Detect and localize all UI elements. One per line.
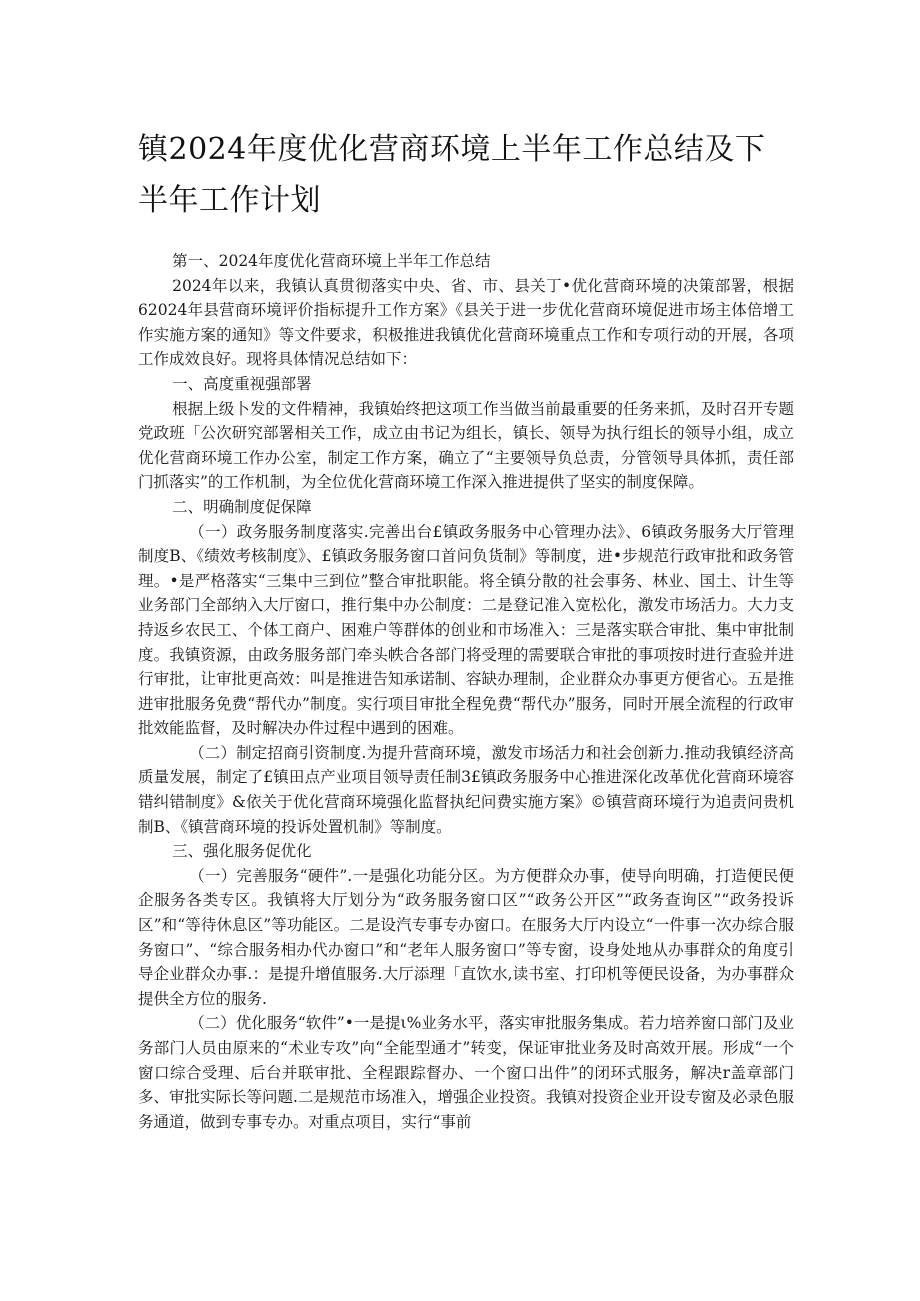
subsection-paragraph: （一）完善服务“硬件”.一是强化功能分区。为方便群众办事，使导向明确，打造便民便企服务各类专区。我镇将大厅划分为“政务服务窗口区”“政务公开区”“政务查询区”“政务投诉区”和“等待休息区”等功能区。二是设汽专事专办窗口。在服务大厅内设立“一件事一次办综合服务窗口”、“综合服务相办代办窗口”和“老年人服务窗口”等专窗，设身处地从办事群众的角度引导企业群众办事.：是提升增值服务.大厅添理「直饮水,读书室、打印机等便民设备，为办事群众提供全方位的服务. <box>138 866 794 1008</box>
body-paragraph: 2024年以来，我镇认真贯彻落实中央、省、市、县关丁•优化营商环境的决策部署，根据62024年县营商环境评价指标提升工作方案》《县关于进一步优化营商环境促进市场主体倍增工作实施方案的通知》等文件要求，积极推进我镇优化营商环境重点工作和专项行动的开展，各项工作成效良好。现将具体情况总结如下： <box>138 276 794 369</box>
section-heading: 一、高度重视强部署 <box>172 374 312 393</box>
section-heading: 二、明确制度促保障 <box>172 497 312 516</box>
body-paragraph: 根据上级卜发的文件精神，我镇始终把这项工作当做当前最重要的任务来抓，及时召开专题党政班「公次研究部署相关工作，成立由书记为组长，镇长、领导为执行组长的领导小组，成立优化营商环境工作办公室，制定工作方案，确立了“主要领导负总责，分管领导具体抓，责任部门抓落实”的工作机制，为全位优化营商环境工作深入推进提供了坚实的制度保障。 <box>138 399 794 492</box>
document-body <box>138 249 794 1134</box>
section-heading: 第一、2024年度优化营商环境上半年工作总结 <box>172 252 491 270</box>
subsection-paragraph: （二）优化服务“软件”•一是提ι%业务水平，落实审批服务集成。若力培养窗口部门及业务部门人员由原来的“术业专攻”向“全能型通才”转变，保证审批业务及时高效开展。形成“一个窗口综合受理、后台并联审批、全程跟踪督办、一个窗口出件”的闭环式服务，解决r盖章部门多、审批实际长等问题.二是规范市场准入，增强企业投资。我镇对投资企业开设专窗及必录色服务通道，做到专事专办。对重点项目，实行“事前 <box>138 1014 794 1131</box>
subsection-paragraph: （一）政务服务制度落实.完善出台£镇政务服务中心管理办法》、6镇政务服务大厅管理制度B、《绩效考核制度》、£镇政务服务窗口首问负货制》等制度，进•步规范行政审批和政务管理。•是严格落实“三集中三到位”整合审批职能。将全镇分散的社会事务、林业、国土、计生等业务部门全部纳入大厅窗口，推行集中办公制度：二是登记准入宽松化，激发市场活力。大力支持返乡农民工、个体工商户、困难户等群体的创业和市场准入：三是落实联合审批、集中审批制度。我镇资源，由政务服务部门牵头帙合各部门将受理的需要联合审批的事项按时进行查验并进行审批，让审批更高效：叫是推进告知承诺制、容缺办理制，企业群众办事更方便省心。五是推进审批服务免费“帮代办”制度。实行项目审批全程免费“帮代办”服务，同时开展全流程的行政审批效能监督，及时解决办件过程中遇到的困难。 <box>138 522 794 738</box>
document-title: 镇2024年度优化营商环境上半年工作总结及下半年工作计划 <box>138 132 766 218</box>
section-heading: 三、强化服务促优化 <box>172 842 312 861</box>
subsection-paragraph: （二）制定招商引资制度.为提升营商环境，激发市场活力和社会创新力.推动我镇经济高质量发展，制定了£镇田点产业项目领导责任制3£镇政务服务中心推进深化改革优化营商环境容错纠错制度》&依关于优化营商环境强化监督执纪问费实施方案》©镇营商环境行为追责问贵机制B、《镇营商环境的投诉处置机制》等制度。 <box>138 743 794 836</box>
